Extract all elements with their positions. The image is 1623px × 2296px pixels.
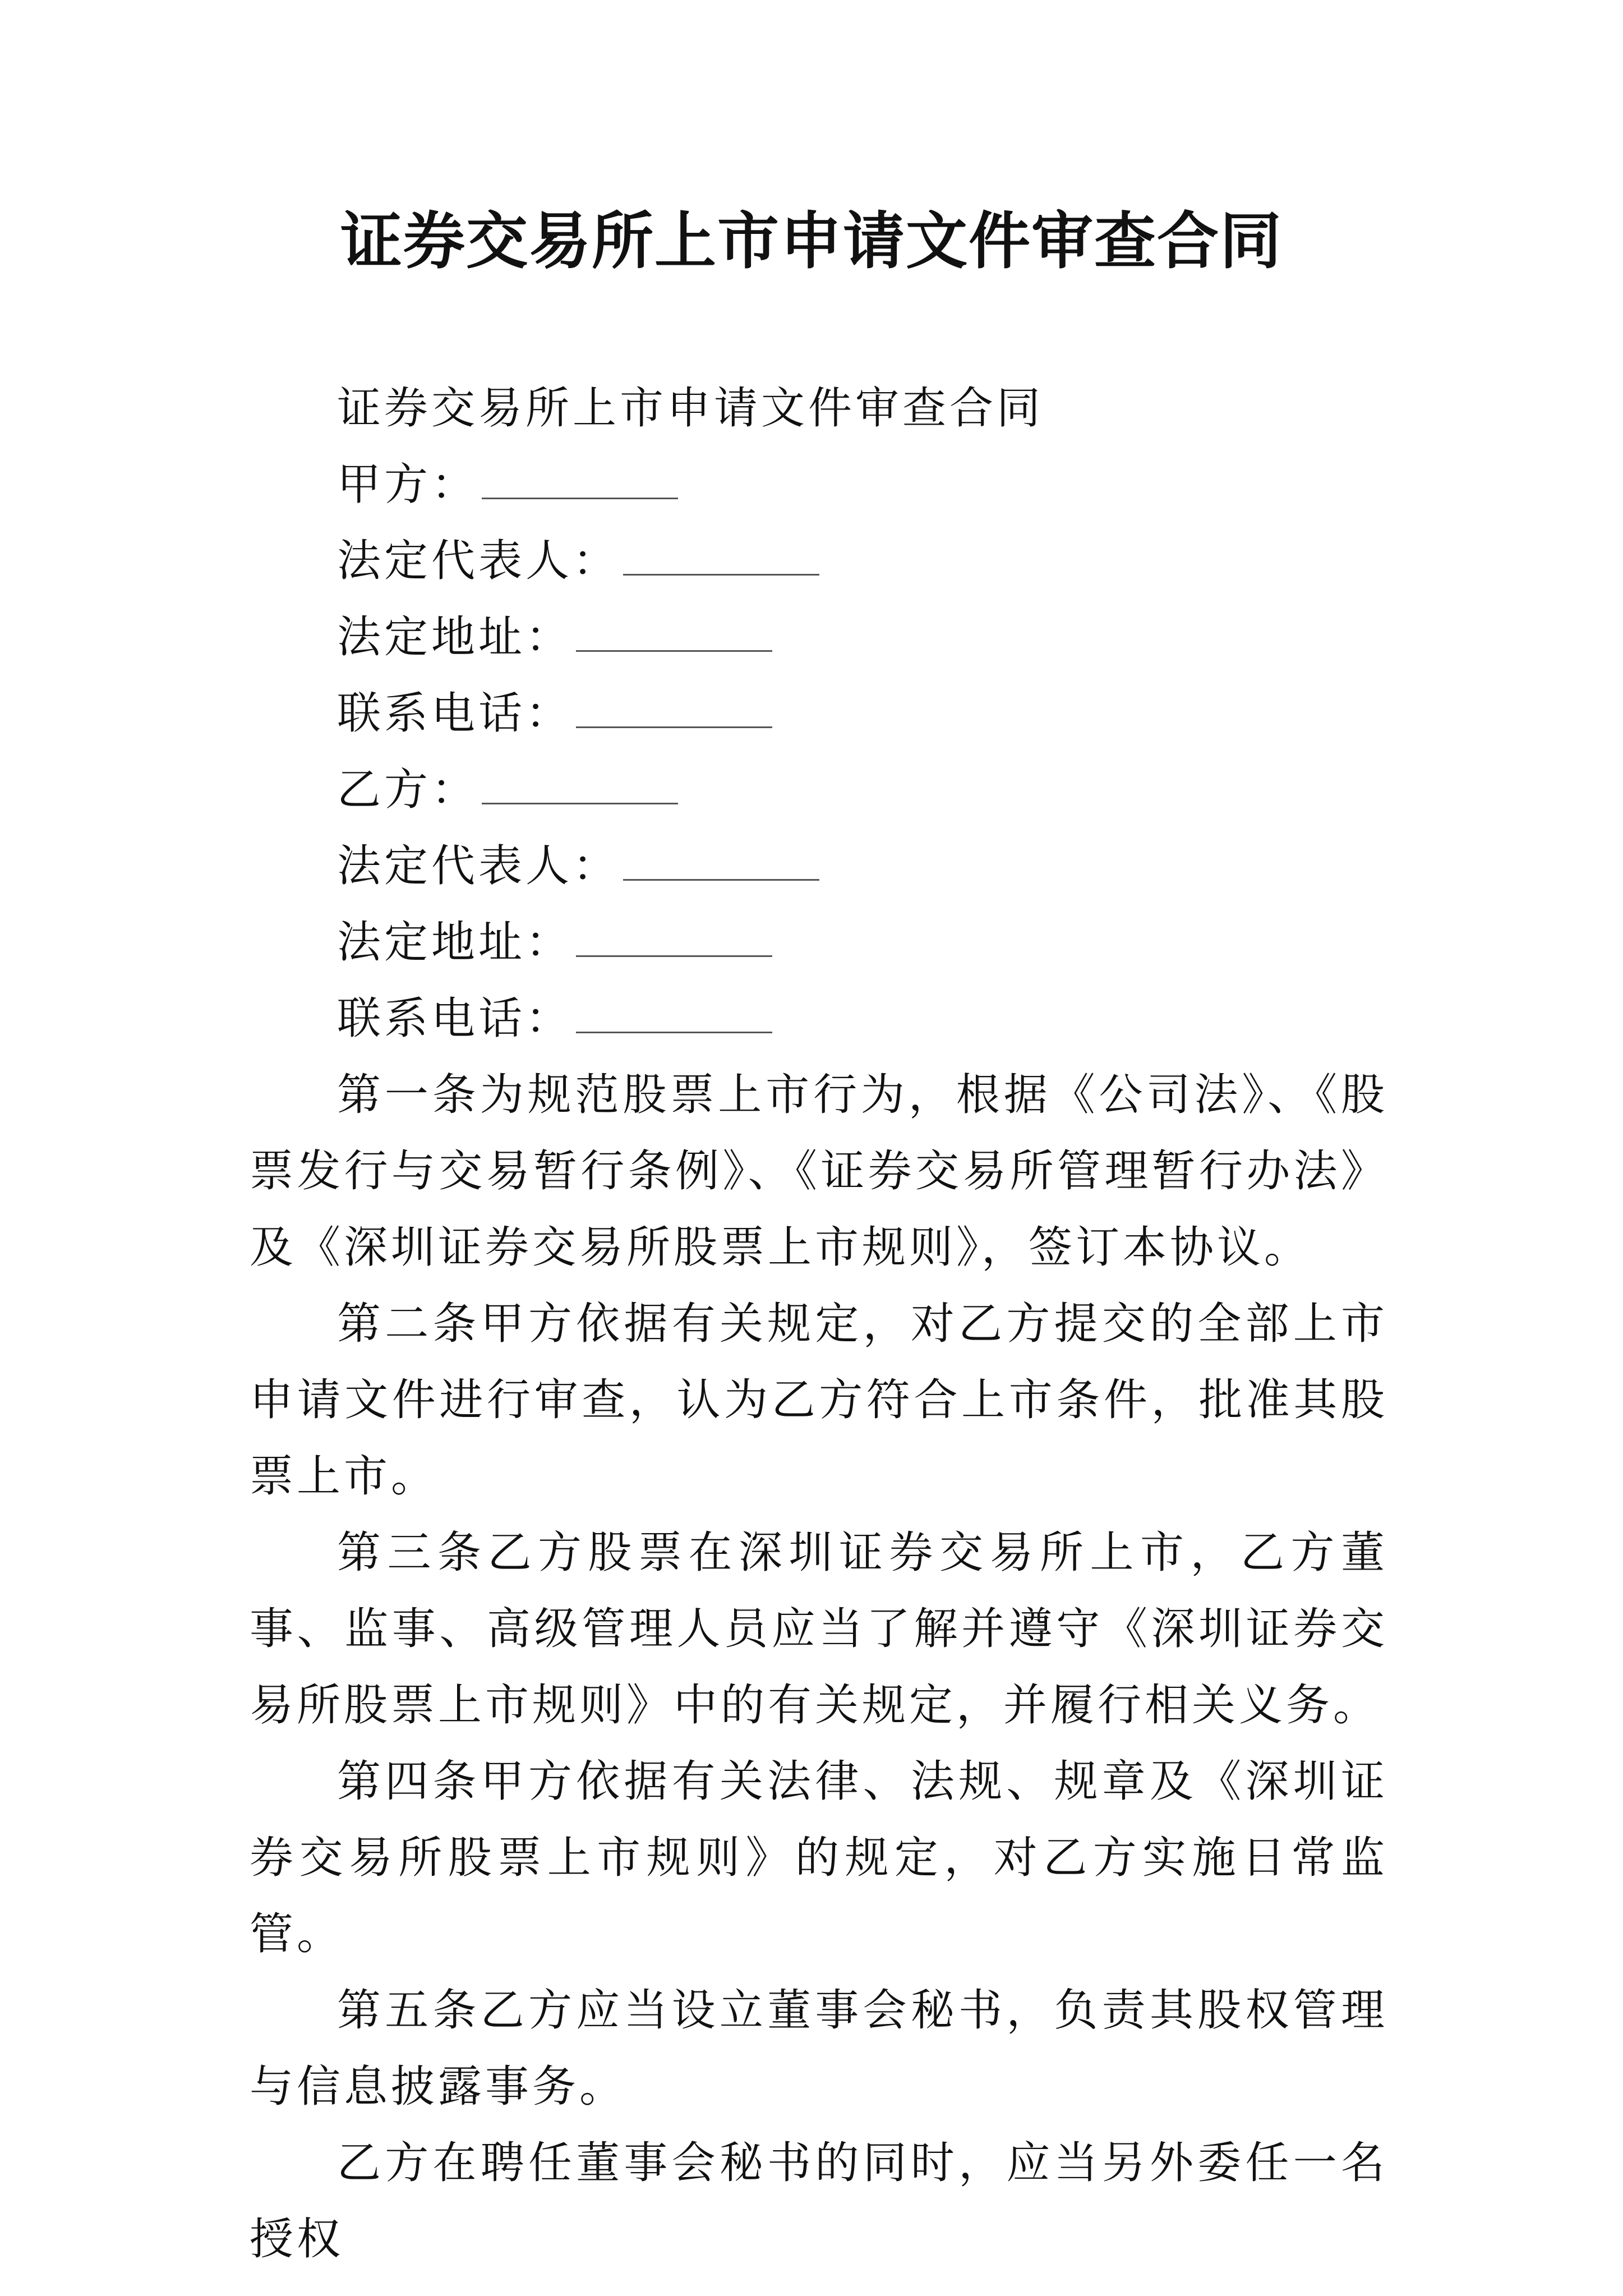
party-b-address-label: 法定地址：	[337, 917, 573, 968]
party-a-field	[482, 464, 678, 499]
party-a-line	[250, 447, 1388, 523]
party-b-label: 乙方：	[337, 765, 479, 815]
document-title: 证券交易所上市申请文件审查合同	[340, 205, 1283, 277]
article-3-paragraph: 第三条乙方股票在深圳证券交易所上市，乙方董事、监事、高级管理人员应当了解并遵守《深圳证券交易所股票上市规则》中的有关规定，并履行相关义务。	[250, 1527, 1388, 1731]
party-b-phone-line	[250, 981, 1388, 1057]
article-1-paragraph: 第一条为规范股票上市行为，根据《公司法》、《股票发行与交易暂行条例》、《证券交易所管理暂行办法》及《深圳证券交易所股票上市规则》，签订本协议。	[250, 1070, 1388, 1273]
party-b-legal-rep-label: 法定代表人：	[337, 841, 620, 891]
party-b-address-line	[250, 904, 1388, 981]
party-b-field	[482, 769, 678, 804]
party-b-phone-label: 联系电话：	[337, 993, 573, 1044]
party-a-phone-line	[250, 675, 1388, 752]
party-b-legal-rep-field	[623, 845, 819, 881]
party-b-line	[250, 752, 1388, 828]
article-2-paragraph: 第二条甲方依据有关规定，对乙方提交的全部上市申请文件进行审查，认为乙方符合上市条件，批准其股票上市。	[250, 1299, 1388, 1502]
document-body	[250, 370, 1388, 2277]
party-a-legal-rep-field	[623, 540, 819, 576]
party-b-phone-field	[576, 998, 772, 1033]
article-5-paragraph: 第五条乙方应当设立董事会秘书，负责其股权管理与信息披露事务。	[250, 1985, 1388, 2112]
party-b-legal-rep-line	[250, 828, 1388, 904]
party-a-legal-rep-label: 法定代表人：	[337, 536, 620, 586]
party-a-label: 甲方：	[337, 459, 479, 510]
party-a-address-field	[576, 616, 772, 652]
article-4-paragraph: 第四条甲方依据有关法律、法规、规章及《深圳证券交易所股票上市规则》的规定，对乙方实施日常监管。	[250, 1756, 1388, 1959]
party-a-phone-label: 联系电话：	[337, 688, 573, 739]
article-5-continued-paragraph: 乙方在聘任董事会秘书的同时，应当另外委任一名授权	[250, 2138, 1388, 2265]
party-b-address-field	[576, 922, 772, 957]
party-a-address-line	[250, 599, 1388, 675]
subtitle-line: 证券交易所上市申请文件审查合同	[337, 383, 1044, 434]
party-a-phone-field	[576, 693, 772, 728]
party-a-address-label: 法定地址：	[337, 612, 573, 662]
party-a-legal-rep-line	[250, 523, 1388, 599]
